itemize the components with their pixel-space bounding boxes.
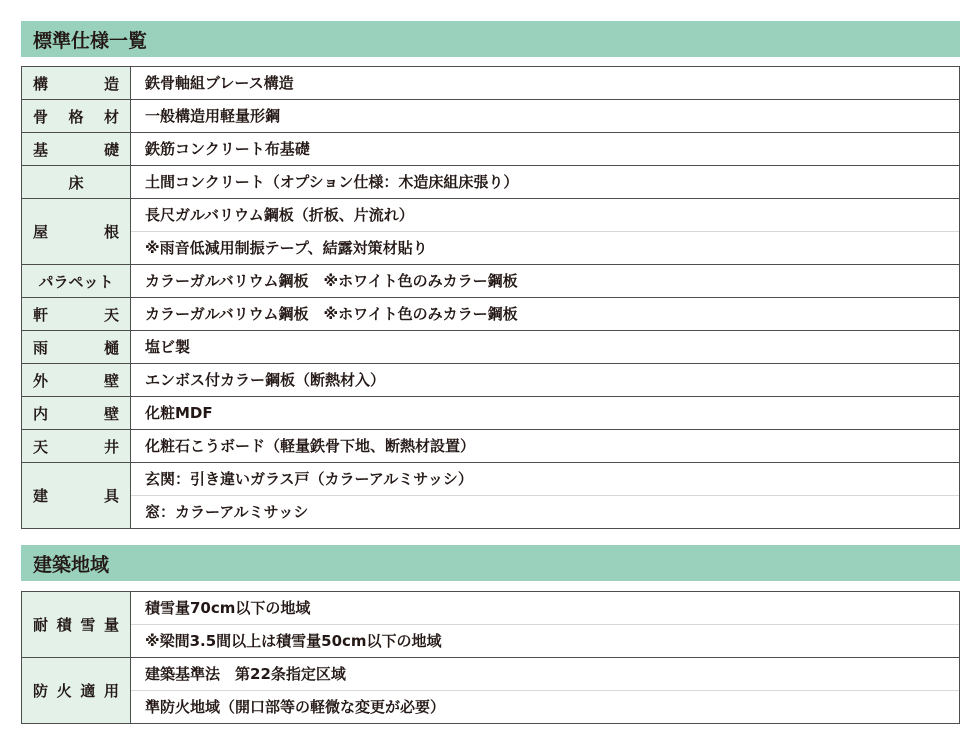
row-value-line: 化粧MDF <box>145 404 213 422</box>
row-label-char: 格 <box>68 107 84 126</box>
row-label <box>22 298 131 331</box>
table-row <box>22 298 960 331</box>
row-value-line: ※梁間3.5間以上は積雪量50cm以下の地域 <box>131 624 959 657</box>
row-label-char: 屋 <box>33 223 49 241</box>
table-row <box>22 658 960 724</box>
row-value-line: 長尺ガルバリウム鋼板（折板、片流れ） <box>145 206 414 224</box>
row-label <box>22 199 131 265</box>
row-label-char: 構 <box>33 74 49 93</box>
row-label-char: パラペット <box>38 272 114 291</box>
row-value-line: 塩ビ製 <box>145 338 191 356</box>
row-value <box>131 133 960 166</box>
table-row <box>22 364 960 397</box>
row-value <box>131 658 960 724</box>
row-label-char: 井 <box>103 437 119 456</box>
row-value <box>131 592 960 658</box>
row-value <box>131 331 960 364</box>
row-value <box>131 100 960 133</box>
row-label-char: 適 <box>80 682 96 700</box>
row-label <box>22 430 131 463</box>
row-label <box>22 364 131 397</box>
row-value <box>131 298 960 331</box>
row-label <box>22 265 131 298</box>
row-value <box>131 364 960 397</box>
area-title-text: 建築地域 <box>33 553 110 576</box>
row-label-char: 礎 <box>103 140 119 159</box>
row-value <box>131 166 960 199</box>
row-label-char: 防 <box>33 682 49 700</box>
table-row <box>22 592 960 658</box>
row-label-char: 天 <box>33 437 49 456</box>
row-label-char: 雨 <box>33 338 49 357</box>
row-label-char: 床 <box>68 173 84 192</box>
row-label-char: 基 <box>33 140 49 159</box>
row-value-line: 準防火地域（開口部等の軽微な変更が必要） <box>131 690 959 723</box>
row-label-char: 造 <box>103 74 119 93</box>
row-label-char: 天 <box>103 305 119 324</box>
row-label <box>22 592 131 658</box>
row-label-char: 材 <box>103 107 119 126</box>
row-label <box>22 100 131 133</box>
table-row <box>22 133 960 166</box>
row-value-line: 窓：カラーアルミサッシ <box>131 495 959 528</box>
row-value-line: カラーガルバリウム鋼板 ※ホワイト色のみカラー鋼板 <box>145 272 518 290</box>
table-row <box>22 331 960 364</box>
row-label <box>22 658 131 724</box>
row-label-char: 壁 <box>103 371 119 390</box>
row-label-char: 軒 <box>33 305 49 324</box>
spec-section-title <box>21 21 960 57</box>
row-label <box>22 463 131 529</box>
row-label-char: 用 <box>103 682 119 700</box>
row-label-char: 火 <box>56 682 72 700</box>
row-label-char: 雪 <box>80 616 96 634</box>
row-value <box>131 67 960 100</box>
row-label-char: 具 <box>103 487 119 505</box>
row-label <box>22 133 131 166</box>
spec-title-text: 標準仕様一覧 <box>33 29 148 52</box>
row-value <box>131 265 960 298</box>
row-label-char: 内 <box>33 404 49 423</box>
row-value <box>131 199 960 265</box>
row-label-char: 耐 <box>33 616 49 634</box>
row-label-char: 量 <box>103 616 119 634</box>
row-value-line: ※雨音低減用制振テープ、結露対策材貼り <box>131 231 959 264</box>
area-section-title <box>21 545 960 581</box>
row-value-line: 鉄骨軸組ブレース構造 <box>145 74 294 92</box>
area-table <box>21 591 960 724</box>
row-label <box>22 67 131 100</box>
row-label <box>22 166 131 199</box>
row-value <box>131 397 960 430</box>
row-value-line: 土間コンクリート（オプション仕様：木造床組床張り） <box>145 173 519 191</box>
row-value <box>131 430 960 463</box>
row-label <box>22 331 131 364</box>
row-value-line: エンボス付カラー鋼板（断熱材入） <box>145 371 386 389</box>
row-value-line: 玄関：引き違いガラス戸（カラーアルミサッシ） <box>145 470 473 488</box>
row-value-line: 積雪量70cm以下の地域 <box>145 599 311 617</box>
table-row <box>22 199 960 265</box>
table-row <box>22 100 960 133</box>
row-label-char: 積 <box>56 616 72 634</box>
table-row <box>22 265 960 298</box>
table-row <box>22 166 960 199</box>
row-label-char: 根 <box>103 223 119 241</box>
table-row <box>22 67 960 100</box>
row-value-line: 一般構造用軽量形鋼 <box>145 107 281 125</box>
row-label-char: 壁 <box>103 404 119 423</box>
row-label-char: 樋 <box>103 338 119 357</box>
row-value-line: カラーガルバリウム鋼板 ※ホワイト色のみカラー鋼板 <box>145 305 518 323</box>
row-label-char: 骨 <box>33 107 49 126</box>
row-value-line: 建築基準法 第22条指定区域 <box>145 665 346 683</box>
row-label-char: 外 <box>33 371 49 390</box>
row-label <box>22 397 131 430</box>
row-value-line: 化粧石こうボード（軽量鉄骨下地、断熱材設置） <box>145 437 476 455</box>
row-value <box>131 463 960 529</box>
row-value-line: 鉄筋コンクリート布基礎 <box>145 140 310 158</box>
table-row <box>22 430 960 463</box>
table-row <box>22 397 960 430</box>
row-label-char: 建 <box>33 487 49 505</box>
spec-table <box>21 66 960 529</box>
table-row <box>22 463 960 529</box>
